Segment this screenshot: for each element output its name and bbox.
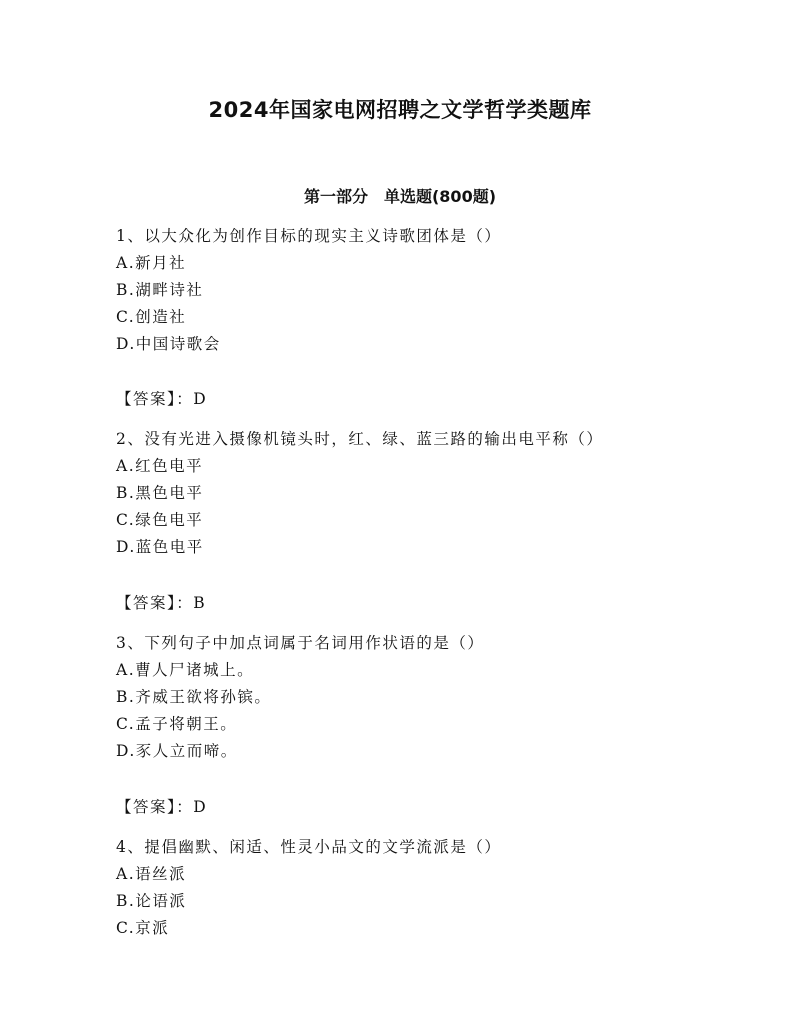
question-3-option-d: D.豕人立而啼。 bbox=[116, 742, 238, 760]
document-title: 2024年国家电网招聘之文学哲学类题库 bbox=[208, 98, 592, 122]
question-3-option-c: C.孟子将朝王。 bbox=[116, 715, 238, 733]
question-3-answer: 【答案】：D bbox=[116, 798, 208, 816]
question-stem-2: 2、没有光进入摄像机镜头时，红、绿、蓝三路的输出电平称（） bbox=[116, 430, 604, 448]
question-3-option-a: A.曹人尸诸城上。 bbox=[116, 661, 255, 679]
question-2-option-c: C.绿色电平 bbox=[116, 511, 204, 529]
question-1-answer: 【答案】：D bbox=[116, 390, 208, 408]
question-1-option-b: B.湖畔诗社 bbox=[116, 281, 204, 299]
question-stem-3: 3、下列句子中加点词属于名词用作状语的是（） bbox=[116, 634, 485, 652]
question-1-option-c: C.创造社 bbox=[116, 308, 187, 326]
question-4-option-c: C.京派 bbox=[116, 919, 170, 937]
question-1-option-a: A.新月社 bbox=[116, 254, 187, 272]
section-heading: 第一部分 单选题(800题) bbox=[303, 187, 497, 206]
question-4-option-a: A.语丝派 bbox=[116, 865, 187, 883]
question-1-option-d: D.中国诗歌会 bbox=[116, 335, 221, 353]
question-2-option-d: D.蓝色电平 bbox=[116, 538, 204, 556]
question-2-option-a: A.红色电平 bbox=[116, 457, 204, 475]
question-2-option-b: B.黑色电平 bbox=[116, 484, 204, 502]
question-2-answer: 【答案】：B bbox=[116, 594, 207, 612]
question-stem-1: 1、以大众化为创作目标的现实主义诗歌团体是（） bbox=[116, 227, 502, 245]
question-4-option-b: B.论语派 bbox=[116, 892, 187, 910]
question-3-option-b: B.齐威王欲将孙镔。 bbox=[116, 688, 272, 706]
question-stem-4: 4、提倡幽默、闲适、性灵小品文的文学流派是（） bbox=[116, 838, 502, 856]
